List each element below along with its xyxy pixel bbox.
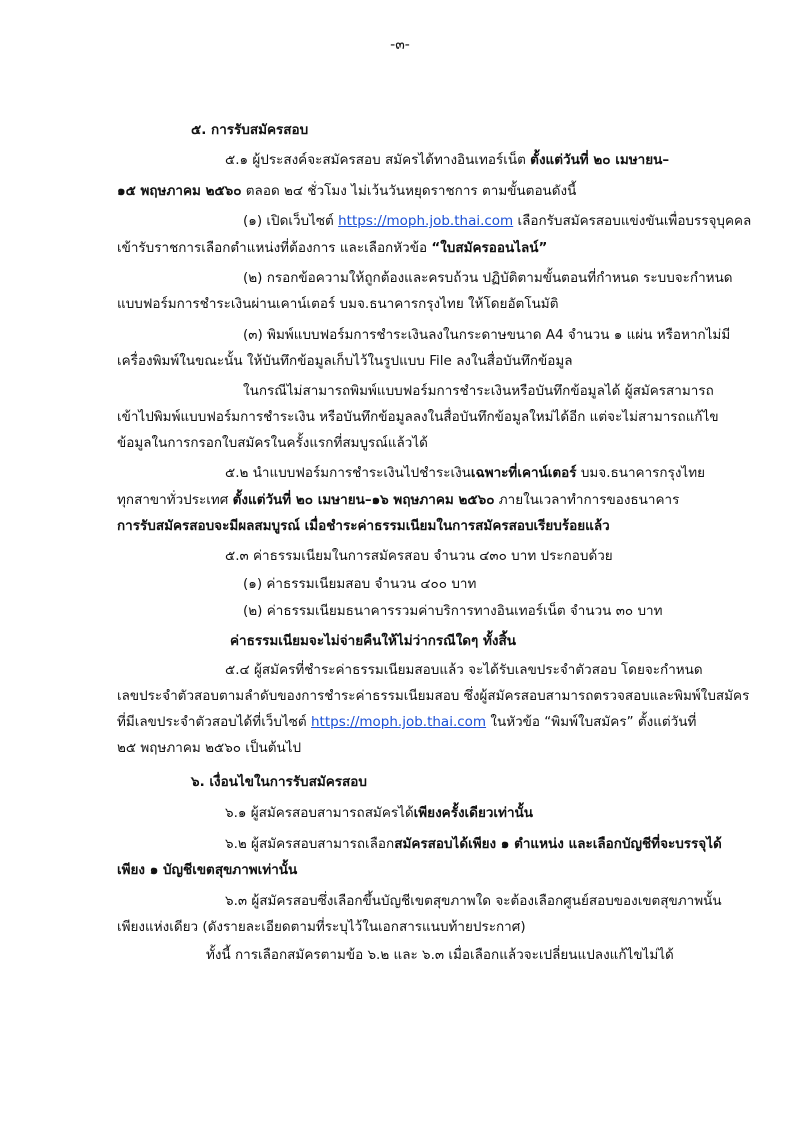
paragraph-6-3-line-1: ๖.๓ ผู้สมัครสอบซึ่งเลือกขึ้นบัญชีเขตสุขภาพใด จะต้องเลือกศูนย์สอบของเขตสุขภาพนั้น bbox=[225, 893, 722, 909]
section-6-heading: ๖. เงื่อนไขในการรับสมัครสอบ bbox=[191, 774, 367, 790]
paragraph-5-1-line-2: ๑๕ พฤษภาคม ๒๕๖๐ ตลอด ๒๔ ชั่วโมง ไม่เว้นวันหยุดราชการ ตามขั้นตอนดังนี้ bbox=[117, 183, 577, 199]
paragraph-5-3: ๕.๓ ค่าธรรมเนียมในการสมัครสอบ จำนวน ๔๓๐ บาท ประกอบด้วย bbox=[225, 548, 613, 564]
section-5-heading: ๕. การรับสมัครสอบ bbox=[191, 122, 309, 138]
paragraph-5-4-line-4: ๒๕ พฤษภาคม ๒๕๖๐ เป็นต้นไป bbox=[117, 740, 302, 756]
no-refund-warning: ค่าธรรมเนียมจะไม่จ่ายคืนให้ไม่ว่ากรณีใดๆ ทั้งสิ้น bbox=[230, 633, 516, 649]
paragraph-5-4-line-1: ๕.๔ ผู้สมัครที่ชำระค่าธรรมเนียมสอบแล้ว จะได้รับเลขประจำตัวสอบ โดยจะกำหนด bbox=[225, 662, 703, 678]
note-line-2: เข้าไปพิมพ์แบบฟอร์มการชำระเงิน หรือบันทึกข้อมูลลงในสื่อบันทึกข้อมูลใหม่ได้อีก แต่จะไม่สามารถแก้ไข bbox=[117, 409, 719, 425]
step-1-line-1: (๑) เปิดเว็บไซต์ https://moph.job.thai.com เลือกรับสมัครสอบแข่งขันเพื่อบรรจุบุคคล bbox=[243, 213, 752, 229]
paragraph-5-4-line-2: เลขประจำตัวสอบตามลำดับของการชำระค่าธรรมเนียมสอบ ซึ่งผู้สมัครสอบสามารถตรวจสอบและพิมพ์ใบสมัคร bbox=[117, 688, 750, 704]
step-2-line-1: (๒) กรอกข้อความให้ถูกต้องและครบถ้วน ปฏิบัติตามขั้นตอนที่กำหนด ระบบจะกำหนด bbox=[243, 270, 733, 286]
paragraph-6-3-line-2: เพียงแห่งเดียว (ดังรายละเอียดตามที่ระบุไว้ในเอกสารแนบท้ายประกาศ) bbox=[117, 919, 526, 935]
fee-item-2: (๒) ค่าธรรมเนียมธนาคารรวมค่าบริการทางอินเทอร์เน็ต จำนวน ๓๐ บาท bbox=[243, 603, 663, 619]
paragraph-6-2-line-2: เพียง ๑ บัญชีเขตสุขภาพเท่านั้น bbox=[117, 862, 298, 878]
fee-item-1: (๑) ค่าธรรมเนียมสอบ จำนวน ๔๐๐ บาท bbox=[243, 576, 477, 592]
page-number: -๓- bbox=[390, 37, 410, 53]
paragraph-5-2-line-3: การรับสมัครสอบจะมีผลสมบูรณ์ เมื่อชำระค่าธรรมเนียมในการสมัครสอบเรียบร้อยแล้ว bbox=[117, 518, 610, 534]
paragraph-6-1: ๖.๑ ผู้สมัครสอบสามารถสมัครได้เพียงครั้งเดียวเท่านั้น bbox=[225, 805, 533, 821]
paragraph-5-4-line-3: ที่มีเลขประจำตัวสอบได้ที่เว็บไซต์ https://moph.job.thai.com ในหัวข้อ “พิมพ์ใบสมัคร” ตั้งแต่วันที่ bbox=[117, 714, 697, 730]
note-line-3: ข้อมูลในการกรอกใบสมัครในครั้งแรกที่สมบูรณ์แล้วได้ bbox=[117, 435, 428, 451]
note-line-1: ในกรณีไม่สามารถพิมพ์แบบฟอร์มการชำระเงินหรือบันทึกข้อมูลได้ ผู้สมัครสามารถ bbox=[243, 383, 714, 399]
paragraph-6-2-line-1: ๖.๒ ผู้สมัครสอบสามารถเลือกสมัครสอบได้เพียง ๑ ตำแหน่ง และเลือกบัญชีที่จะบรรจุได้ bbox=[225, 836, 722, 852]
paragraph-5-2-line-2: ทุกสาขาทั่วประเทศ ตั้งแต่วันที่ ๒๐ เมษายน–๑๖ พฤษภาคม ๒๕๖๐ ภายในเวลาทำการของธนาคาร bbox=[117, 492, 680, 508]
step-1-line-2: เข้ารับราชการเลือกตำแหน่งที่ต้องการ และเลือกหัวข้อ “ใบสมัครออนไลน์” bbox=[117, 240, 548, 256]
moph-job-link[interactable]: https://moph.job.thai.com bbox=[310, 714, 487, 730]
step-2-line-2: แบบฟอร์มการชำระเงินผ่านเคาน์เตอร์ บมจ.ธนาคารกรุงไทย ให้โดยอัตโนมัติ bbox=[117, 296, 559, 312]
paragraph-5-1-line-1: ๕.๑ ผู้ประสงค์จะสมัครสอบ สมัครได้ทางอินเทอร์เน็ต ตั้งแต่วันที่ ๒๐ เมษายน– bbox=[225, 152, 670, 168]
step-3-line-1: (๓) พิมพ์แบบฟอร์มการชำระเงินลงในกระดาษขนาด A4 จำนวน ๑ แผ่น หรือหากไม่มี bbox=[243, 327, 731, 343]
paragraph-5-2-line-1: ๕.๒ นำแบบฟอร์มการชำระเงินไปชำระเงินเฉพาะที่เคาน์เตอร์ บมจ.ธนาคารกรุงไทย bbox=[225, 465, 706, 481]
step-3-line-2: เครื่องพิมพ์ในขณะนั้น ให้บันทึกข้อมูลเก็บไว้ในรูปแบบ File ลงในสื่อบันทึกข้อมูล bbox=[117, 353, 573, 369]
moph-job-link[interactable]: https://moph.job.thai.com bbox=[338, 213, 514, 229]
closing-statement: ทั้งนี้ การเลือกสมัครตามข้อ ๖.๒ และ ๖.๓ เมื่อเลือกแล้วจะเปลี่ยนแปลงแก้ไขไม่ได้ bbox=[206, 947, 674, 963]
